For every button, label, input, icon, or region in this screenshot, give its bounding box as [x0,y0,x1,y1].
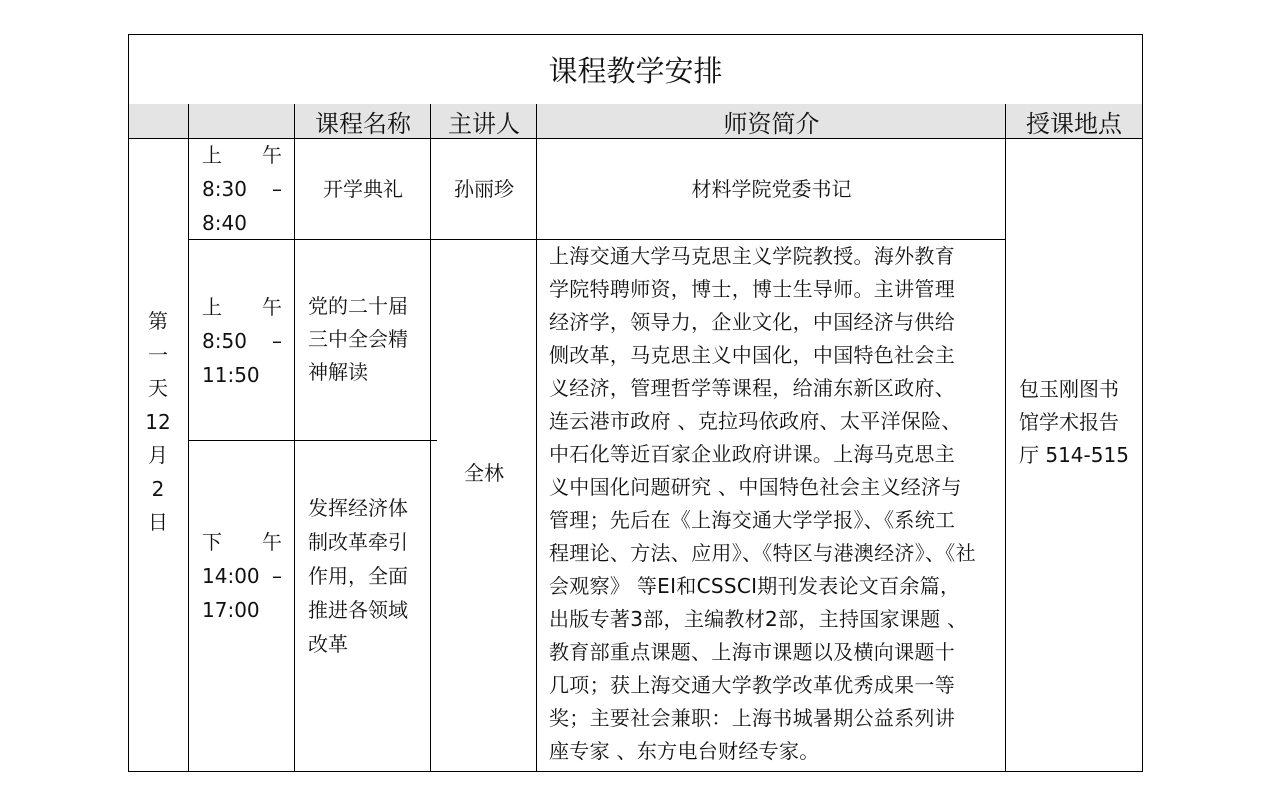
course-line: 三中全会精 [308,327,408,351]
header-time [189,104,295,138]
header-day [129,104,189,138]
bio-line: 义中国化问题研究 、中国特色社会主义经济与 [549,475,962,499]
header-bio: 师资简介 [723,109,820,138]
session-time [202,138,282,240]
day-char: 2 [151,476,165,501]
time-period: 午 [262,143,282,167]
course-line: 改革 [308,632,348,656]
course-name [308,290,428,389]
schedule-table [128,34,1143,772]
day-label [143,305,173,540]
time-end: 11:50 [202,363,260,387]
session-time [202,525,282,627]
bio-line: 几项；获上海交通大学教学改革优秀成果一等 [549,673,955,697]
time-dash: – [272,329,282,353]
time-start: 14:00 [202,564,260,588]
location-line: 馆学术报告 [1019,410,1119,434]
lecturer-name: 全林 [464,461,504,485]
bio-line: 出版专著3部，主编教材2部，主持国家课题 、 [549,607,968,631]
day-char: 天 [148,376,168,400]
course-name [308,491,428,661]
bio-line: 连云港市政府 、克拉玛依政府、太平洋保险、 [549,409,962,433]
time-period: 上 [202,143,222,167]
header-lecturer: 主讲人 [448,109,520,138]
location-line: 包玉刚图书 [1019,377,1119,401]
day-char: 第 [148,309,168,333]
course-line: 推进各领域 [308,598,408,622]
time-period: 午 [262,530,282,554]
day-char: 12 [145,409,171,434]
bio-line: 座专家 、东方电台财经专家。 [549,739,820,763]
time-start: 8:30 [202,177,247,201]
day-char: 月 [148,443,168,467]
bio-line: 义经济，管理哲学等课程，给浦东新区政府、 [549,376,955,400]
location-line: 厅 514-515 [1019,443,1129,467]
session-time [202,290,282,392]
bio-line: 奖；主要社会兼职：上海书城暑期公益系列讲 [549,706,955,730]
lecturer-name: 孙丽珍 [454,177,514,201]
divider [188,104,189,771]
course-line: 发挥经济体 [308,496,408,520]
course-name: 开学典礼 [323,177,403,201]
course-line: 作用，全面 [308,564,408,588]
day-char: 日 [148,510,168,534]
bio-line: 程理论、方法、应用》、《特区与港澳经济》、《社 [549,541,976,565]
time-dash: – [272,564,282,588]
header-course: 课程名称 [315,109,411,138]
bio-line: 管理；先后在《上海交通大学学报》、《系统工 [549,508,956,532]
bio-line: 教育部重点课题、上海市课题以及横向课题十 [549,640,955,664]
course-line: 制改革牵引 [308,530,408,554]
time-period: 上 [202,295,222,319]
course-line: 神解读 [308,360,368,384]
bio-line: 中石化等近百家企业政府讲课。上海马克思主 [549,442,955,466]
time-period: 下 [202,530,222,554]
divider [188,440,437,441]
bio-line: 会观察》 等EI和CSSCI期刊发表论文百余篇， [549,574,961,598]
bio-line: 学院特聘师资，博士，博士生导师。主讲管理 [549,277,955,301]
time-start: 8:50 [202,329,247,353]
time-end: 8:40 [202,211,247,235]
location [1019,373,1139,472]
bio-line: 上海交通大学马克思主义学院教授。海外教育 [549,244,955,268]
day-char: 一 [148,342,168,367]
time-end: 17:00 [202,598,260,622]
header-location: 授课地点 [1026,109,1122,138]
bio-line: 侧改革，马克思主义中国化，中国特色社会主 [549,343,955,367]
time-period: 午 [262,295,282,319]
bio-line: 经济学，领导力，企业文化，中国经济与供给 [549,310,955,334]
course-line: 党的二十届 [308,294,408,318]
page-title: 课程教学安排 [548,54,723,88]
lecturer-bio [549,240,999,768]
time-dash: – [272,177,282,201]
lecturer-bio: 材料学院党委书记 [691,177,852,201]
